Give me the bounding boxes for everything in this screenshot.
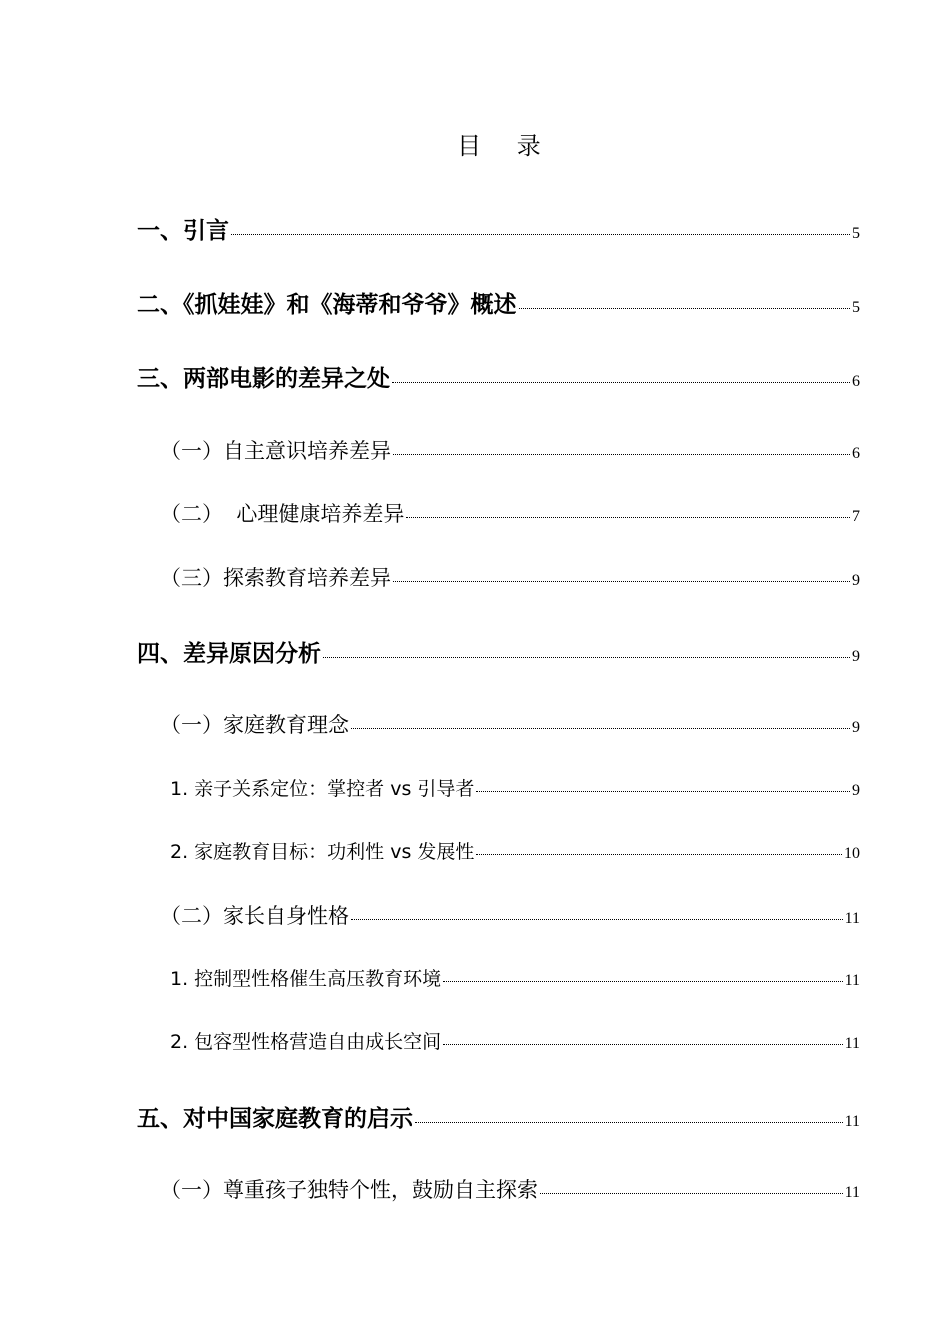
toc-entry[interactable] (170, 1027, 860, 1054)
toc-entry[interactable] (160, 900, 860, 930)
toc-entry-label: 四、差异原因分析 (137, 641, 321, 667)
toc-entry[interactable] (137, 360, 860, 393)
toc-entry-page: 10 (844, 845, 860, 862)
dot-leader (443, 981, 842, 982)
toc-entry-label: 三、两部电影的差异之处 (137, 366, 390, 392)
toc-entry[interactable] (137, 286, 860, 319)
toc-entry-label: （三）探索教育培养差异 (160, 566, 391, 590)
toc-entry-label: （一）尊重孩子独特个性，鼓励自主探索 (160, 1178, 538, 1202)
toc-entry[interactable] (160, 1174, 860, 1204)
toc-entry-page: 9 (852, 572, 860, 589)
toc-entry-page: 11 (844, 1035, 860, 1052)
dot-leader (351, 728, 850, 729)
toc-entry[interactable] (170, 774, 860, 801)
toc-entry-page: 9 (852, 782, 860, 799)
toc-entry-label: （一）家庭教育理念 (160, 713, 349, 737)
toc-entry-page: 6 (852, 445, 860, 462)
toc-entry-page: 6 (852, 373, 860, 390)
toc-entry-page: 5 (852, 299, 860, 316)
toc-entry-page: 11 (844, 972, 860, 989)
dot-leader (323, 657, 850, 658)
dot-leader (351, 919, 843, 920)
toc-entry-label: 五、对中国家庭教育的启示 (137, 1106, 413, 1132)
toc-entry[interactable] (160, 498, 860, 528)
toc-entry-label: （一）自主意识培养差异 (160, 439, 391, 463)
dot-leader (476, 854, 842, 855)
toc-entry[interactable] (160, 562, 860, 592)
toc-entry[interactable] (137, 212, 860, 245)
toc-entry-page: 11 (844, 910, 860, 927)
toc-entry-label: （二）家长自身性格 (160, 904, 349, 928)
toc-entry[interactable] (137, 1100, 860, 1133)
toc-entry-page: 7 (852, 508, 860, 525)
toc-entry[interactable] (170, 964, 860, 991)
toc-entry-label: 1. 亲子关系定位：掌控者 vs 引导者 (170, 778, 475, 800)
toc-entry-page: 11 (844, 1113, 860, 1130)
toc-entry-page: 9 (852, 648, 860, 665)
dot-leader (393, 581, 850, 582)
dot-leader (392, 382, 850, 383)
dot-leader (406, 517, 850, 518)
toc-entry[interactable] (137, 635, 860, 668)
dot-leader (231, 234, 850, 235)
dot-leader (415, 1122, 843, 1123)
toc-entry-page: 11 (844, 1184, 860, 1201)
dot-leader (519, 308, 851, 309)
dot-leader (443, 1044, 842, 1045)
toc-entry[interactable] (160, 709, 860, 739)
toc-entry-page: 5 (852, 225, 860, 242)
toc-entry-label: 一、引言 (137, 218, 229, 244)
toc-entry-page: 9 (852, 719, 860, 736)
toc-entry[interactable] (170, 837, 860, 864)
dot-leader (476, 791, 850, 792)
toc-title: 目 录 (457, 132, 555, 160)
toc-entry-label: 二、《抓娃娃》和《海蒂和爷爷》概述 (137, 292, 517, 318)
dot-leader (540, 1193, 843, 1194)
dot-leader (393, 454, 850, 455)
toc-entry-label: 1. 控制型性格催生高压教育环境 (170, 968, 442, 990)
toc-entry-label: 2. 包容型性格营造自由成长空间 (170, 1031, 442, 1053)
toc-entry-label: （二） 心理健康培养差异 (160, 502, 405, 526)
toc-entry-label: 2. 家庭教育目标：功利性 vs 发展性 (170, 841, 475, 863)
toc-entry[interactable] (160, 435, 860, 465)
